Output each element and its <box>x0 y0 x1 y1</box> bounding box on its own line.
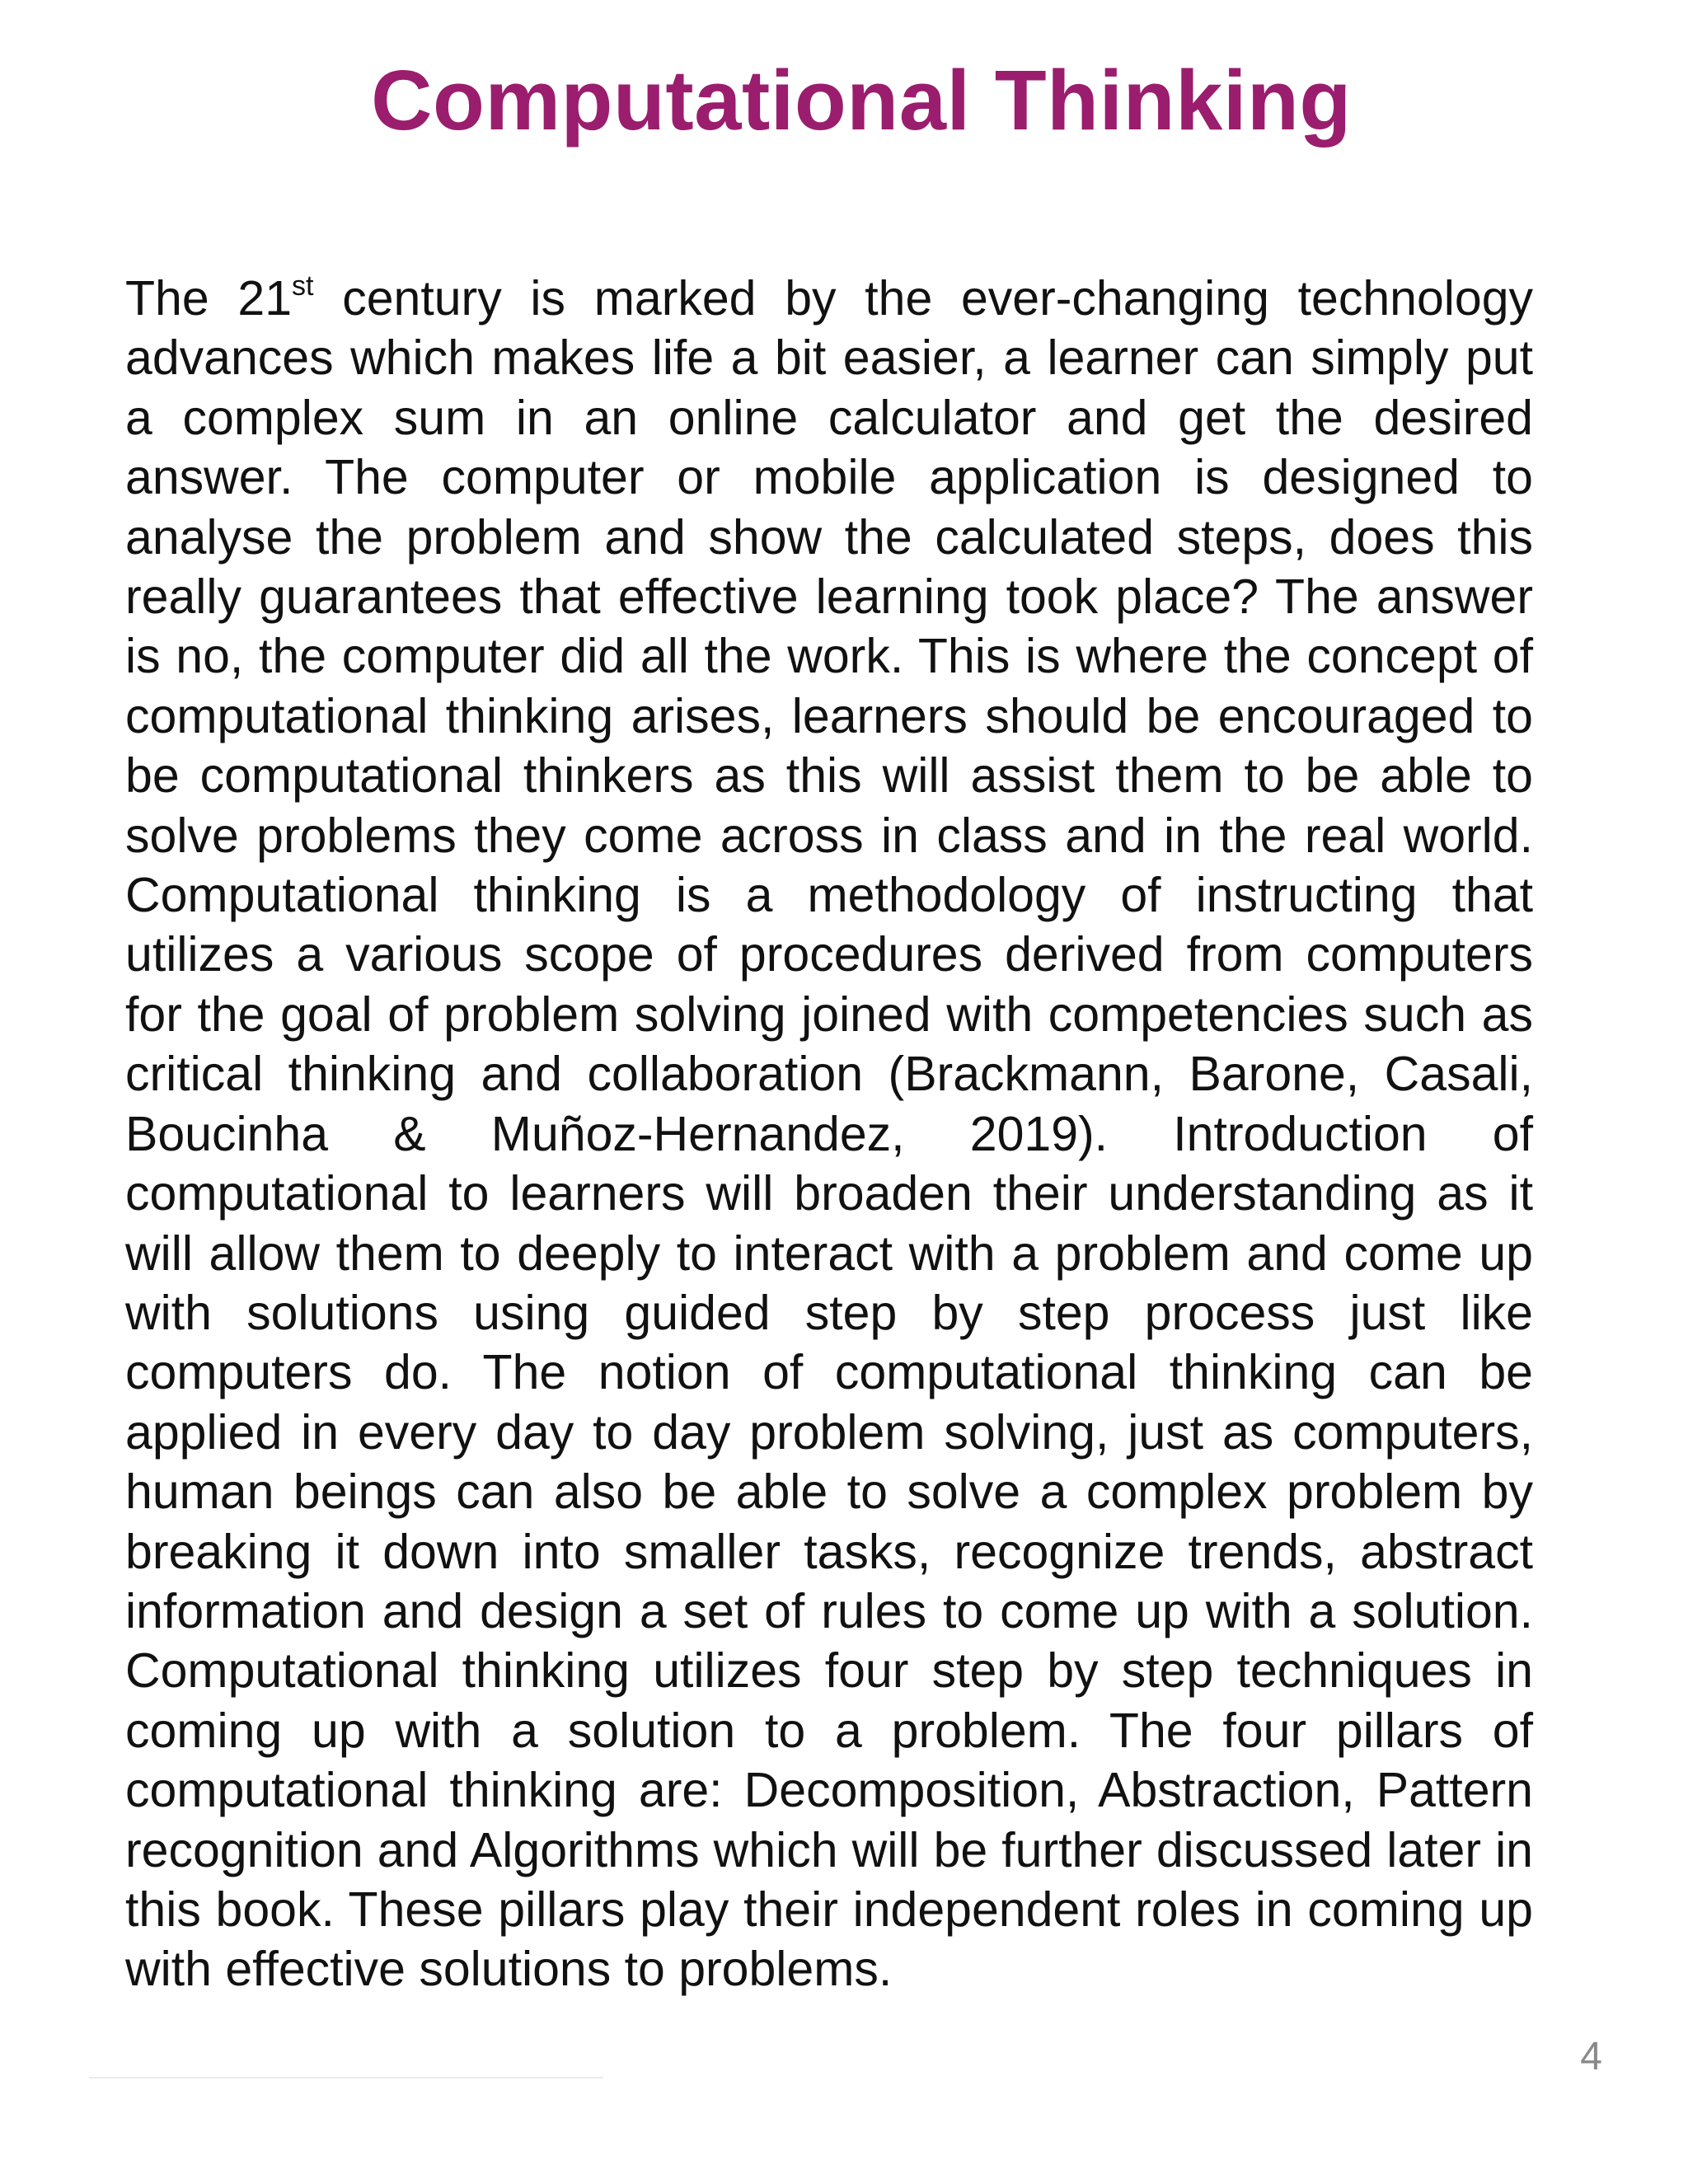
body-paragraph <box>125 269 1533 1999</box>
ordinal-superscript: st <box>292 270 314 302</box>
footer-divider <box>89 2077 603 2079</box>
page-number: 4 <box>1580 2035 1602 2079</box>
paragraph-lead: The 21 <box>125 271 293 326</box>
page-title: Computational Thinking <box>371 53 1352 148</box>
paragraph-text: century is marked by the ever-changing technology advances which makes life a bit easier, a learner can simply put a complex sum in an online calculator and get the desired answer. The computer or mobile application is designed to analyse the problem and show the calculated steps, does this really guarantees that effective learning took place? The answer is no, the computer did all the work. This is where the concept of computational thinking arises, learners should be encouraged to be computational thinkers as this will assist them to be able to solve problems they come across in class and in the real world. Computational thinking is a methodology of instructing that utilizes a various scope of procedures derived from computers for the goal of problem solving joined with competencies such as critical thinking and collaboration (Brackmann, Barone, Casali, Boucinha & Muñoz-Hernandez, 2019). Introduction of computational to learners will broaden their understanding as it will allow them to deeply to interact with a problem and come up with solutions using guided step by step process just like computers do. The notion of computational thinking can be applied in every day to day problem solving, just as computers, human beings can also be able to solve a complex problem by breaking it down into smaller tasks, recognize trends, abstract information and design a set of rules to come up with a solution. Computational thinking utilizes four step by step techniques in coming up with a solution to a problem. The four pillars of computational thinking are: Decomposition, Abstraction, Pattern recognition and Algorithms which will be further discussed later in this book. These pillars play their independent roles in coming up with effective solutions to problems. <box>125 271 1534 1997</box>
